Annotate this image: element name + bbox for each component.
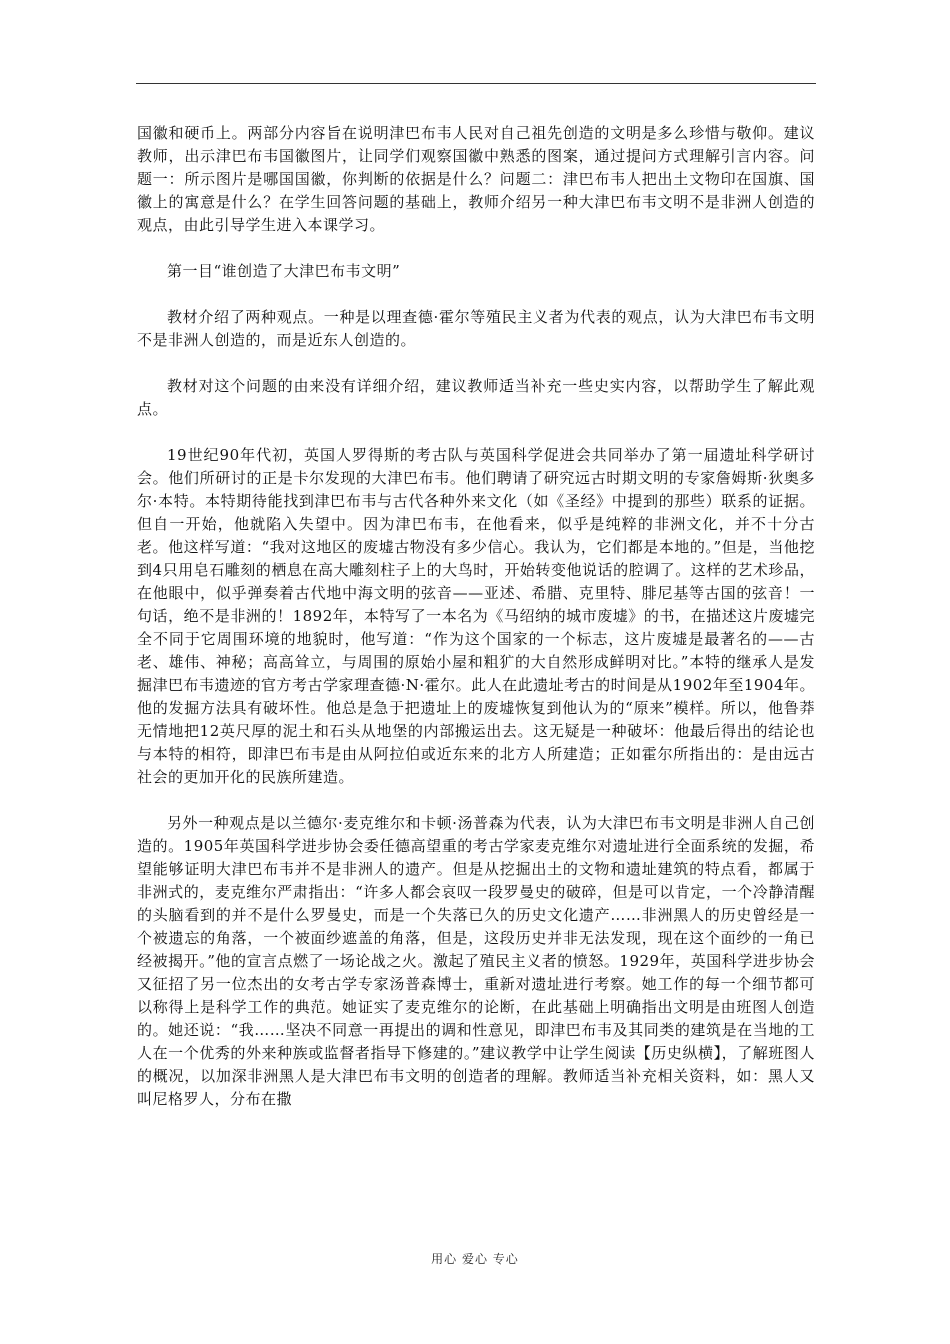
page-footer: 用心 爱心 专心 (431, 1252, 519, 1266)
paragraph-gap (137, 352, 815, 375)
paragraph-gap (137, 789, 815, 812)
paragraph-gap (137, 421, 815, 444)
paragraph-two-views: 教材介绍了两种观点。一种是以理查德·霍尔等殖民主义者为代表的观点，认为大津巴布韦文明不是非洲人创造的，而是近东人创造的。 (137, 308, 815, 349)
document-body (137, 122, 815, 1111)
paragraph-gap (137, 283, 815, 306)
paragraph-gap (137, 237, 815, 260)
paragraph-mciver-thompson: 另外一种观点是以兰德尔·麦克维尔和卡顿·汤普森为代表，认为大津巴布韦文明是非洲人自己创造的。1905年英国科学进步协会委任德高望重的考古学家麦克维尔对遗址进行全面系统的发掘，希望能够证明大津巴布韦并不是非洲人的遗产。但是从挖掘出土的文物和遗址建筑的特点看，都属于非洲式的，麦克维尔严肃指出：“许多人都会哀叹一段罗曼史的破碎，但是可以肯定，一个冷静清醒的头脑看到的并不是什么罗曼史，而是一个失落已久的历史文化遗产……非洲黑人的历史曾经是一个被遗忘的角落，一个被面纱遮盖的角落，但是，这段历史并非无法发现，现在这个面纱的一角已经被揭开。”他的宣言点燃了一场论战之火。激起了殖民主义者的愤怒。1929年，英国科学进步协会又征招了另一位杰出的女考古学专家汤普森博士，重新对遗址进行考察。她工作的每一个细节都可以称得上是科学工作的典范。她证实了麦克维尔的论断，在此基础上明确指出文明是由班图人创造的。她还说：“我……坚决不同意一再提出的调和性意见，即津巴布韦及其同类的建筑是在当地的工人在一个优秀的外来种族或监督者指导下修建的。”建议教学中让学生阅读【历史纵横】，了解班图人的概况，以加深非洲黑人是大津巴布韦文明的创造者的理解。教师适当补充相关资料，如：黑人又叫尼格罗人，分布在撒 (137, 814, 815, 1108)
paragraph-bent-hall: 19世纪90年代初，英国人罗得斯的考古队与英国科学促进会共同举办了第一届遗址科学研讨会。他们所研讨的正是卡尔发现的大津巴布韦。他们聘请了研究远古时期文明的专家詹姆斯·狄奥多尔·本特。本特期待能找到津巴布韦与古代各种外来文化（如《圣经》中提到的那些）联系的证据。但自一开始，他就陷入失望中。因为津巴布韦，在他看来，似乎是纯粹的非洲文化，并不十分古老。他这样写道：“我对这地区的废墟古物没有多少信心。我认为，它们都是本地的。”但是，当他挖到4只用皂石雕刻的栖息在高大雕刻柱子上的大鸟时，开始转变他说话的腔调了。这样的艺术珍品，在他眼中，似乎弹奏着古代地中海文明的弦音——亚述、希腊、克里特、腓尼基等古国的弦音！一句话，绝不是非洲的！1892年，本特写了一本名为《马绍纳的城市废墟》的书，在描述这片废墟完全不同于它周围环境的地貌时，他写道：“作为这个国家的一个标志，这片废墟是最著名的——古老、雄伟、神秘；高高耸立，与周围的原始小屋和粗犷的大自然形成鲜明对比。”本特的继承人是发掘津巴布韦遗迹的官方考古学家理查德·N·霍尔。此人在此遗址考古的时间是从1902年至1904年。他的发掘方法具有破坏性。他总是急于把遗址上的废墟恢复到他认为的“原来”模样。所以，他鲁莽无情地把12英尺厚的泥土和石头从地堡的内部搬运出去。这无疑是一种破坏：他最后得出的结论也与本特的相符，即津巴布韦是由从阿拉伯或近东来的北方人所建造；正如霍尔所指出的：是由远古社会的更加开化的民族所建造。 (137, 446, 816, 786)
paragraph-intro: 国徽和硬币上。两部分内容旨在说明津巴布韦人民对自己祖先创造的文明是多么珍惜与敬仰。建议教师，出示津巴布韦国徽图片，让同学们观察国徽中熟悉的图案，通过提问方式理解引言内容。问题一：所示图片是哪国国徽，你判断的依据是什么？问题二：津巴布韦人把出土文物印在国旗、国徽上的寓意是什么？在学生回答问题的基础上，教师介绍另一种大津巴布韦文明不是非洲人创造的观点，由此引导学生进入本课学习。 (137, 124, 815, 234)
header-rule (136, 83, 816, 84)
section-heading: 第一目“谁创造了大津巴布韦文明” (167, 262, 401, 280)
paragraph-teaching-suggestion: 教材对这个问题的由来没有详细介绍，建议教师适当补充一些史实内容，以帮助学生了解此观点。 (137, 377, 815, 418)
